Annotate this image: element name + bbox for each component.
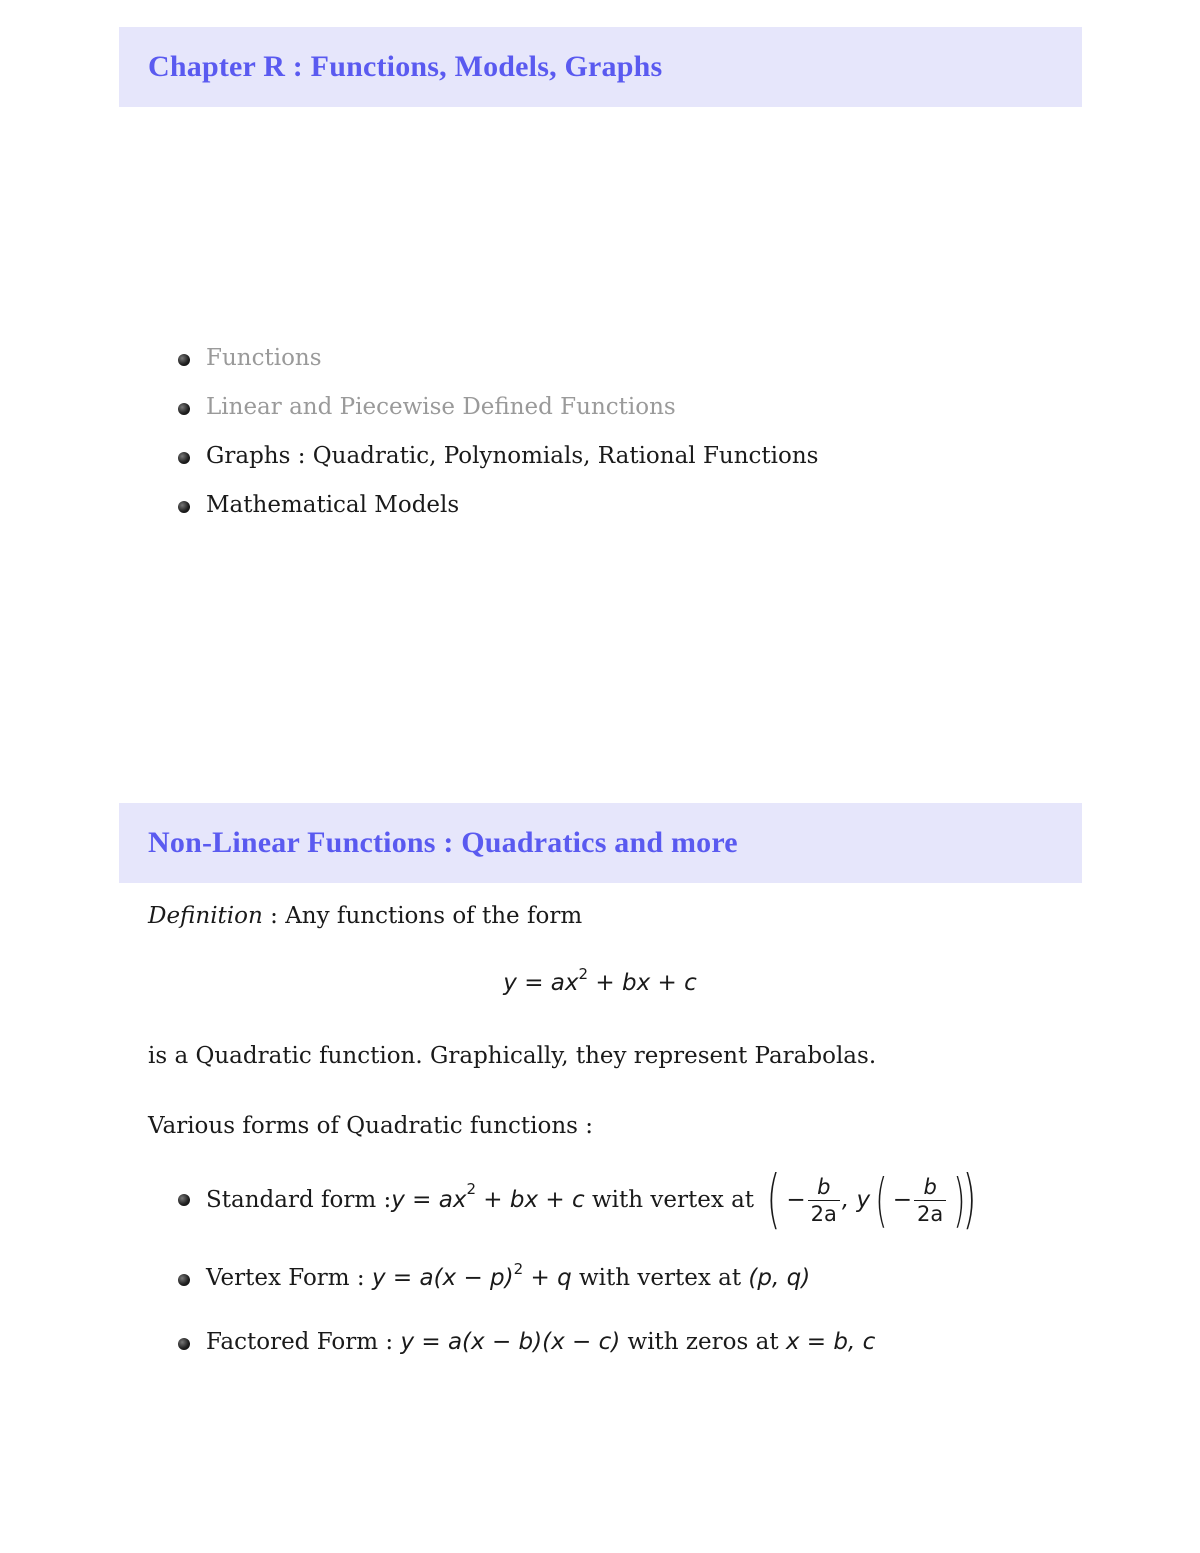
standard-form-exponent: 2 — [466, 1180, 476, 1198]
quadratic-equation — [0, 965, 1200, 996]
definition-label: Definition — [148, 903, 263, 929]
minus-sign: − — [892, 1187, 913, 1213]
slide-title: Non-Linear Functions : Quadratics and more — [148, 826, 738, 859]
outline-item-label: Functions — [206, 345, 322, 371]
standard-form-label: Standard form : — [206, 1187, 392, 1213]
left-paren-icon: ( — [875, 1166, 888, 1234]
slide-title: Chapter R : Functions, Models, Graphs — [148, 50, 663, 83]
bullet-icon — [178, 452, 190, 464]
eq-a: a — [550, 970, 565, 996]
bullet-icon — [178, 403, 190, 415]
eq-lhs: y — [503, 970, 517, 996]
bullet-icon — [178, 1274, 190, 1286]
bullet-icon — [178, 354, 190, 366]
standard-form-vertex-text: with vertex at — [584, 1187, 762, 1213]
outline-item — [176, 490, 819, 539]
bullet-icon — [178, 1338, 190, 1350]
fraction — [808, 1174, 840, 1227]
outline-item-current — [176, 441, 819, 490]
vertex-form-item — [176, 1260, 982, 1293]
outline-item-label: Mathematical Models — [206, 492, 460, 518]
eq-exponent: 2 — [578, 965, 589, 983]
eq-rest: + bx + c — [588, 970, 697, 996]
outline-item — [176, 392, 819, 441]
slide-header — [119, 803, 1082, 883]
outline-item-label: Graphs : Quadratic, Polynomials, Rational Functions — [206, 443, 819, 469]
fraction — [914, 1174, 946, 1227]
bullet-icon — [178, 1194, 190, 1206]
comma-y: , y — [841, 1187, 871, 1213]
eq-equals: = — [516, 970, 551, 996]
parabola-paragraph: is a Quadratic function. Graphically, they represent Parabolas. — [148, 1043, 877, 1069]
factored-form-label: Factored Form : — [206, 1329, 401, 1355]
standard-form-formula-a: y = ax — [391, 1187, 467, 1213]
bullet-icon — [178, 501, 190, 513]
minus-sign: − — [786, 1187, 806, 1213]
outline-item — [176, 343, 819, 392]
standard-form-formula-b: + bx + c — [475, 1187, 585, 1213]
chapter-outline — [176, 343, 819, 539]
vertex-form-vertex: (p, q) — [748, 1265, 811, 1291]
right-paren-icon: ) — [953, 1166, 966, 1234]
definition-text: : Any functions of the form — [262, 903, 583, 929]
definition-paragraph — [148, 901, 582, 931]
right-paren-icon: ) — [962, 1163, 977, 1237]
eq-x: x — [564, 970, 579, 996]
fraction-numerator: b — [923, 1174, 937, 1199]
factored-form-zeros-text: with zeros at — [620, 1329, 786, 1355]
factored-form-item — [176, 1327, 982, 1357]
outline-item-label: Linear and Piecewise Defined Functions — [206, 394, 676, 420]
standard-form-item — [176, 1162, 982, 1238]
vertex-form-exponent: 2 — [513, 1260, 524, 1278]
fraction-denominator: 2a — [808, 1200, 840, 1227]
factored-form-formula: y = a(x − b)(x − c) — [400, 1329, 621, 1355]
vertex-form-label: Vertex Form : — [206, 1265, 372, 1291]
left-paren-icon: ( — [766, 1163, 781, 1237]
vertex-form-formula-b: + q — [523, 1265, 572, 1291]
factored-form-zeros: x = b, c — [785, 1329, 876, 1355]
quadratic-forms-list — [176, 1162, 982, 1357]
fraction-denominator: 2a — [914, 1200, 946, 1227]
fraction-numerator: b — [817, 1174, 831, 1199]
vertex-form-formula-a: y = a(x − p) — [371, 1265, 514, 1291]
slide-header — [119, 27, 1082, 107]
forms-intro: Various forms of Quadratic functions : — [148, 1113, 594, 1139]
vertex-form-vertex-text: with vertex at — [571, 1265, 749, 1291]
